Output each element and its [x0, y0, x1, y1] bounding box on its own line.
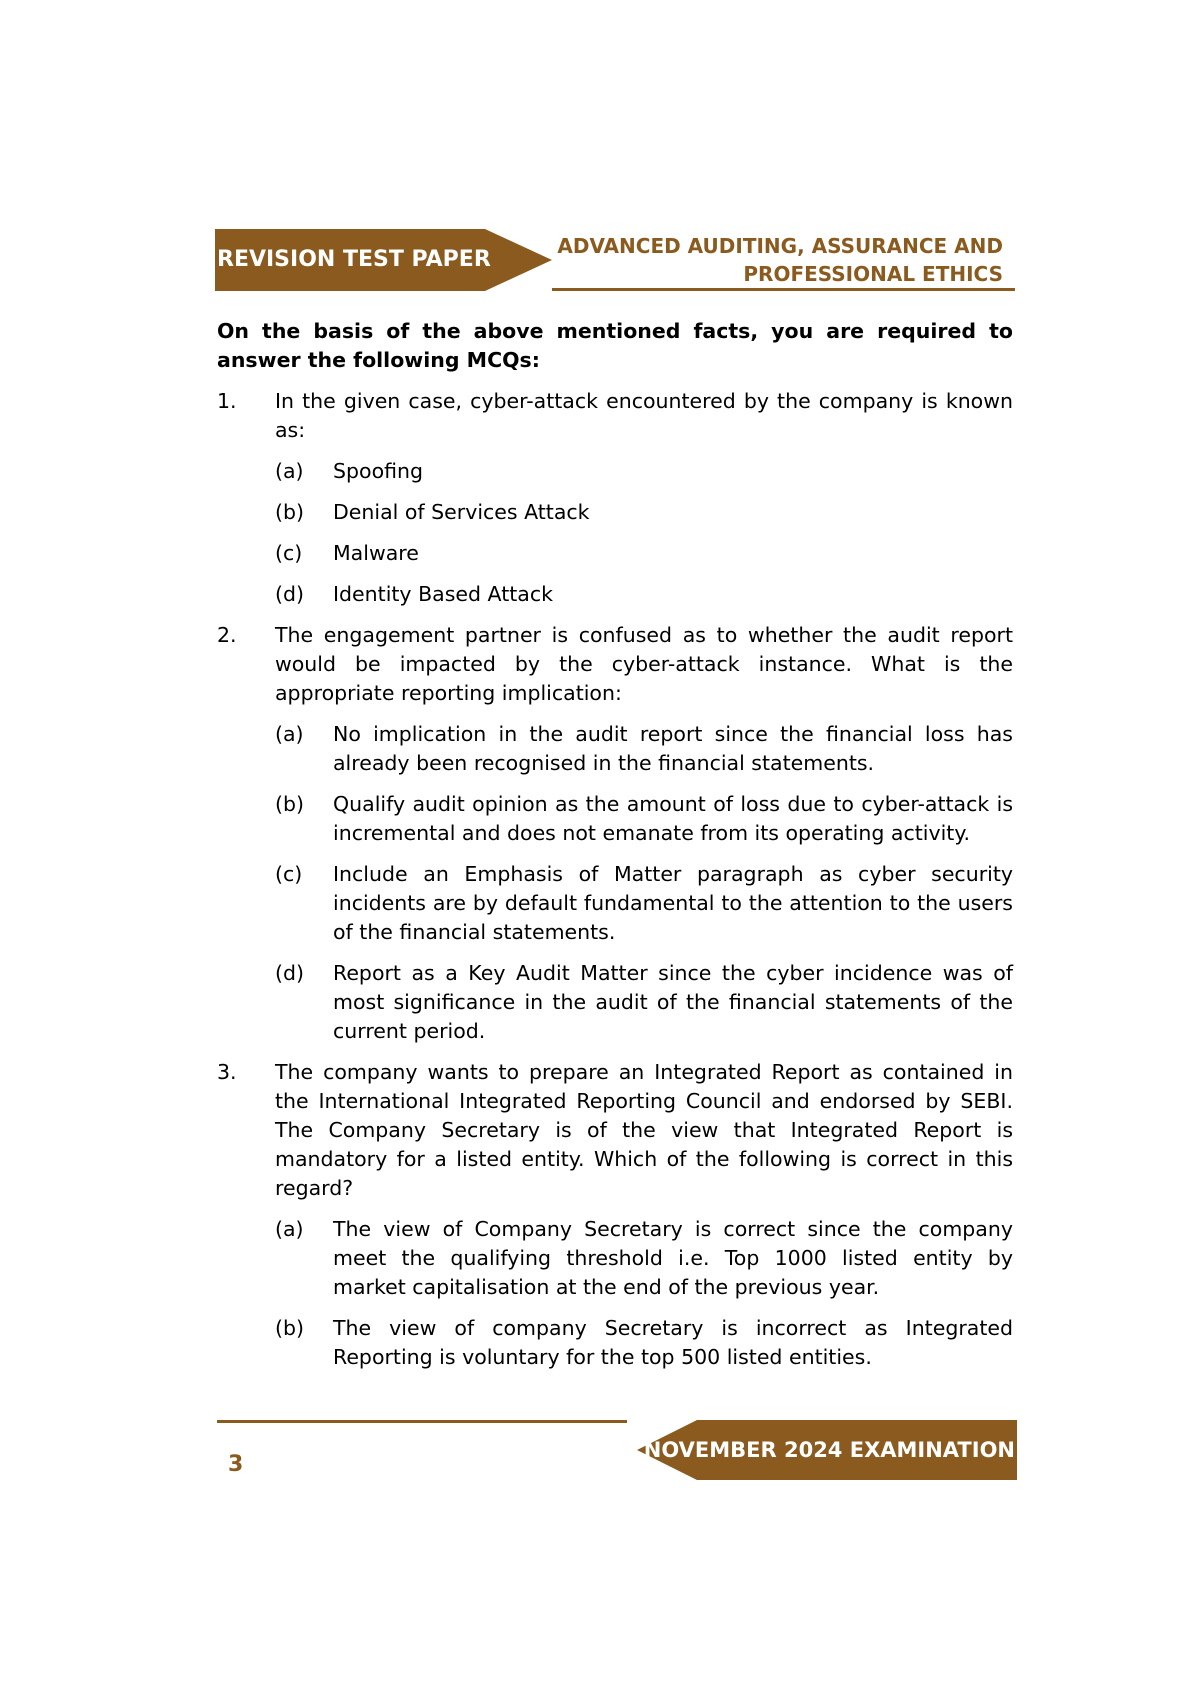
header-subject-title [557, 232, 1003, 288]
page-footer [217, 1420, 1017, 1480]
question-2 [217, 621, 1013, 1046]
question-number: 3. [217, 1060, 237, 1084]
option-label: (b) [275, 1316, 305, 1340]
question-number: 1. [217, 389, 237, 413]
question-number: 2. [217, 623, 237, 647]
option-text: Include an Emphasis of Matter paragraph as cyber security incidents are by default fundamental to the attention to the users of the financial statements. [333, 862, 1013, 944]
page-header [215, 229, 1015, 291]
option-text: Spoofing [333, 459, 424, 483]
option-text: No implication in the audit report since the financial loss has already been recognised in the financial statements. [333, 722, 1013, 775]
option-label: (b) [275, 500, 305, 524]
question-text: In the given case, cyber-attack encountered by the company is known as: [275, 389, 1013, 442]
option-label: (b) [275, 792, 305, 816]
option-label: (a) [275, 459, 304, 483]
option-label: (c) [275, 862, 303, 886]
option-text: The view of company Secretary is incorrect as Integrated Reporting is voluntary for the top 500 listed entities. [333, 1316, 1013, 1369]
footer-exam-label: NOVEMBER 2024 EXAMINATION [643, 1438, 1015, 1462]
option-label: (d) [275, 582, 305, 606]
option-text: Qualify audit opinion as the amount of loss due to cyber-attack is incremental and does not emanate from its operating activity. [333, 792, 1013, 845]
option-d [275, 580, 1013, 609]
intro-instruction: On the basis of the above mentioned facts, you are required to answer the following MCQs: [217, 319, 1013, 372]
header-subject-line-1: ADVANCED AUDITING, ASSURANCE AND [557, 234, 1003, 258]
option-b [275, 790, 1013, 848]
question-3 [217, 1058, 1013, 1372]
option-text: Report as a Key Audit Matter since the cyber incidence was of most significance in the audit of the financial statements of the current period. [333, 961, 1013, 1043]
option-b [275, 1314, 1013, 1372]
option-c [275, 860, 1013, 947]
question-text: The company wants to prepare an Integrated Report as contained in the International Integrated Reporting Council and endorsed by SEBI. The Company Secretary is of the view that Integrated Report is mandatory for a listed entity. Which of the following is correct in this regard? [275, 1060, 1013, 1200]
option-d [275, 959, 1013, 1046]
footer-divider [217, 1420, 627, 1423]
header-divider [552, 288, 1015, 291]
option-text: Denial of Services Attack [333, 500, 590, 524]
option-b [275, 498, 1013, 527]
option-label: (d) [275, 961, 305, 985]
option-a [275, 720, 1013, 778]
question-1 [217, 387, 1013, 609]
option-a [275, 457, 1013, 486]
page-number: 3 [228, 1452, 244, 1477]
option-a [275, 1215, 1013, 1302]
question-text: The engagement partner is confused as to whether the audit report would be impacted by the cyber-attack instance. What is the appropriate reporting implication: [275, 623, 1013, 705]
document-body [217, 317, 1013, 1372]
option-label: (c) [275, 541, 303, 565]
option-text: Malware [333, 541, 419, 565]
option-text: The view of Company Secretary is correct since the company meet the qualifying threshold i.e. Top 1000 listed entity by market capitalisation at the end of the previous year. [333, 1217, 1013, 1299]
header-paper-label: REVISION TEST PAPER [217, 247, 491, 272]
option-label: (a) [275, 722, 304, 746]
header-subject-line-2: PROFESSIONAL ETHICS [743, 262, 1003, 286]
option-text: Identity Based Attack [333, 582, 553, 606]
option-label: (a) [275, 1217, 304, 1241]
option-c [275, 539, 1013, 568]
